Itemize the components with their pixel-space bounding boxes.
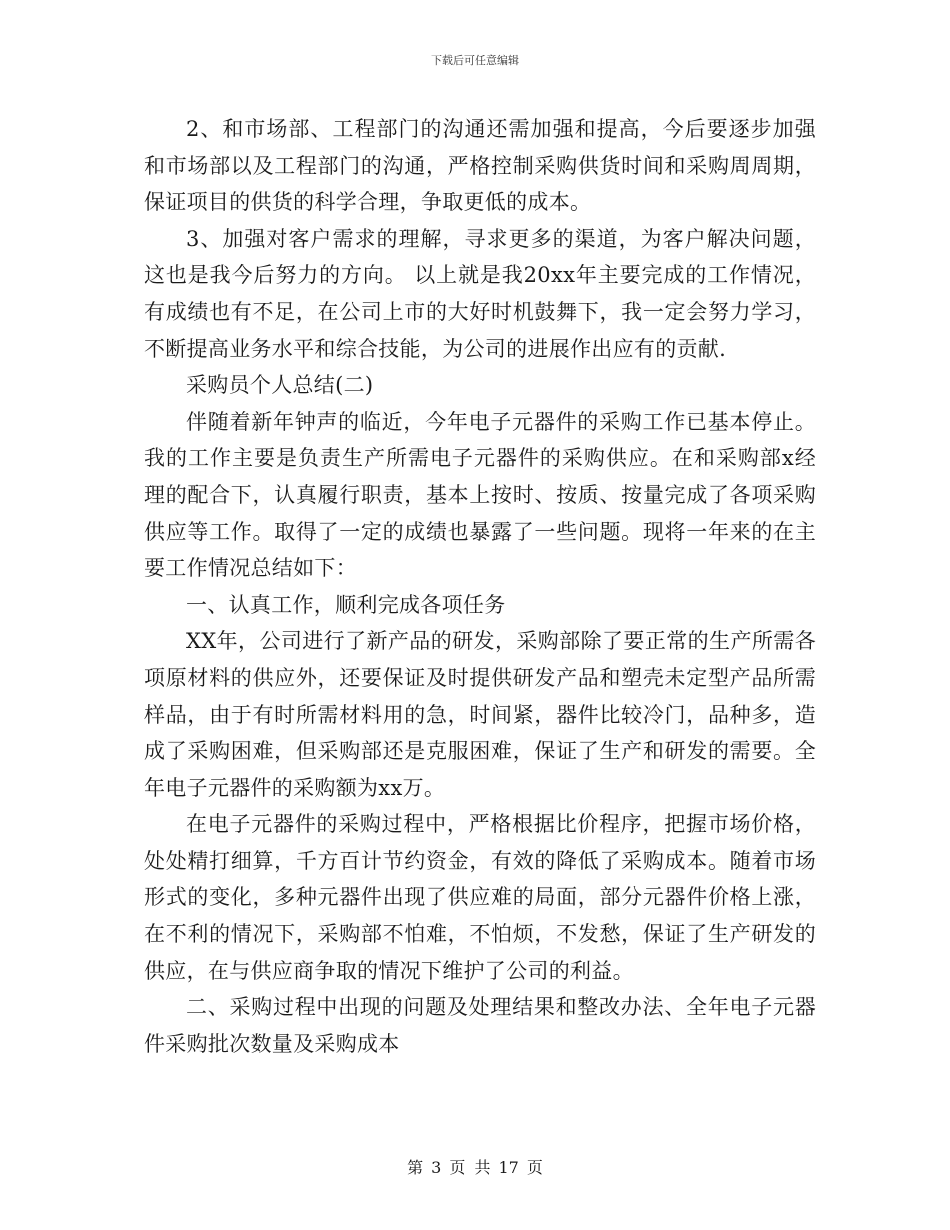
- page-footer: [0, 1155, 950, 1178]
- document-body: [144, 111, 816, 1062]
- paragraph-item-2: 2、和市场部、工程部门的沟通还需加强和提高，今后要逐步加强和市场部以及工程部门的沟通，严格控制采购供货时间和采购周周期，保证项目的供货的科学合理，争取更低的成本。: [144, 117, 816, 215]
- section-heading-two: 二、采购过程中出现的问题及处理结果和整改办法、全年电子元器件采购批次数量及采购成本: [144, 995, 816, 1056]
- total-pages-number: 17: [498, 1158, 519, 1177]
- header-note: 下载后可任意编辑: [431, 54, 519, 67]
- paragraph-cost: 在电子元器件的采购过程中，严格根据比价程序，把握市场价格，处处精打细算，千方百计节约资金，有效的降低了采购成本。随着市场形式的变化，多种元器件出现了供应难的局面，部分元器件价格上涨，在不利的情况下，采购部不怕难，不怕烦，不发愁，保证了生产研发的供应，在与供应商争取的情况下维护了公司的利益。: [144, 812, 816, 983]
- paragraph-rnd: XX年，公司进行了新产品的研发，采购部除了要正常的生产所需各项原材料的供应外，还要保证及时提供研发产品和塑壳未定型产品所需样品，由于有时所需材料用的急，时间紧，器件比较冷门，品种多，造成了采购困难，但采购部还是克服困难，保证了生产和研发的需要。全年电子元器件的采购额为xx万。: [144, 629, 816, 800]
- paragraph-intro: 伴随着新年钟声的临近，今年电子元器件的采购工作已基本停止。我的工作主要是负责生产所需电子元器件的采购供应。在和采购部x经理的配合下，认真履行职责，基本上按时、按质、按量完成了各项采购供应等工作。取得了一定的成绩也暴露了一些问题。现将一年来的在主要工作情况总结如下：: [144, 409, 816, 581]
- footer-prefix: 第: [407, 1158, 424, 1177]
- footer-suffix: 页: [526, 1158, 543, 1177]
- section-heading-one: 一、认真工作，顺利完成各项任务: [186, 592, 506, 617]
- section-title: 采购员个人总结(二): [186, 373, 374, 398]
- footer-mid: 页 共: [449, 1158, 491, 1177]
- current-page-number: 3: [431, 1158, 442, 1177]
- paragraph-item-3: 3、加强对客户需求的理解，寻求更多的渠道，为客户解决问题，这也是我今后努力的方向。 以上就是我20xx年主要完成的工作情况，有成绩也有不足，在公司上市的大好时机鼓舞下，我一定会努力学习，不断提高业务水平和综合技能，为公司的进展作出应有的贡献.: [144, 226, 816, 361]
